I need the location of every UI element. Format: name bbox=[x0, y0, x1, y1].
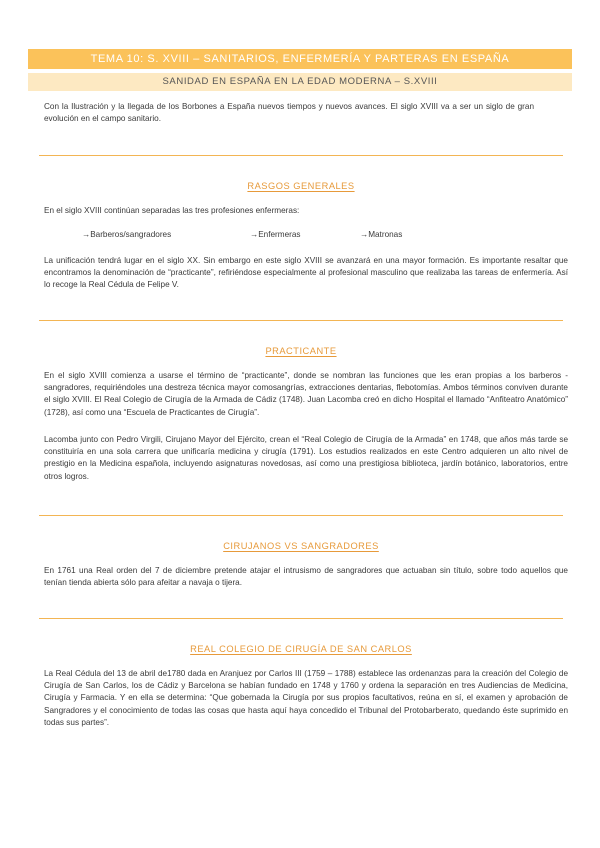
section-title-rasgos: RASGOS GENERALES bbox=[247, 181, 355, 191]
rasgos-paragraph-1: En el siglo XVIII continúan separadas las tres profesiones enfermeras: bbox=[44, 206, 300, 215]
section-divider bbox=[39, 515, 563, 516]
colegio-paragraph: La Real Cédula del 13 de abril de1780 dada en Aranjuez por Carlos III (1759 – 1788) establece las ordenanzas para la creación del Colegio de Cirugía de San Carlos, los de Cádiz y Barcelona se habían fundado en 1748 y 1760 y ordena la separación en tres Audiencias de Medicina, Cirugía y Farmacia. Y en ella se determina: “Que gobernada la Cirugía por sus propios facultativos, reúna en sí, el examen y aprobación de Sangradores y el conocimiento de todas las cosas que hasta aquí haya concedido el Tribunal del Protobarberato, quedando éste suprimido en todas sus partes”. bbox=[44, 669, 568, 727]
page-title: TEMA 10: S. XVIII – SANITARIOS, ENFERMERÍA Y PARTERAS EN ESPAÑA bbox=[90, 53, 510, 65]
practicante-paragraph-2: Lacomba junto con Pedro Virgili, Cirujano Mayor del Ejército, crean el “Real Colegio de Cirugía de la Armada” en 1748, que años más tarde se constituiría en una sola carrera que unificaría medicina y cirugía (1791). Los estudios realizados en este Centro adquieren un alto nivel de prestigio en la Medicina española, incluyendo asignaturas novedosas, así como una prestigiosa biblioteca, jardín botánico, laboratorios, entre otros logros. bbox=[44, 435, 568, 481]
section-divider bbox=[39, 155, 563, 156]
section-divider bbox=[39, 320, 563, 321]
intro-paragraph: Con la Ilustración y la llegada de los Borbones a España nuevos tiempos y nuevos avances. El siglo XVIII va a ser un siglo de gran evolución en el campo sanitario. bbox=[44, 102, 534, 124]
section-divider bbox=[39, 618, 563, 619]
section-title-colegio: REAL COLEGIO DE CIRUGÍA DE SAN CARLOS bbox=[190, 644, 412, 654]
section-title-cirujanos: CIRUJANOS VS SANGRADORES bbox=[223, 541, 379, 551]
rasgos-paragraph-2: La unificación tendrá lugar en el siglo XX. Sin embargo en este siglo XVIII se avanzará en una mayor formación. Es importante resaltar que encontramos la denominación de “practicante”, refiriéndose especialmente al profesional masculino que realizaba las tareas de enfermería. Así lo recoge la Real Cédula de Felipe V. bbox=[44, 256, 568, 290]
cirujanos-paragraph: En 1761 una Real orden del 7 de diciembre pretende atajar el intrusismo de sangradores que actuaban sin título, sobre todo aquellos que tenían tienda abierta sólo para afeitar a navaja o tijera. bbox=[44, 566, 568, 588]
list-item-enfermeras: →Enfermeras bbox=[250, 230, 301, 239]
list-item-barberos: →Barberos/sangradores bbox=[82, 230, 172, 239]
practicante-paragraph-1: En el siglo XVIII comienza a usarse el término de “practicante”, donde se nombran las funciones que les eran propias a los barberos - sangradores, requiriéndoles una destreza técnica mayor comosangrías, extracciones dentarias, flebotomías. Ambos términos conviven durante el siglo XVIII. El Real Colegio de Cirugía de la Armada de Cádiz (1748). Juan Lacomba creó en dicho Hospital el llamado “Anfiteatro Anatómico” (1728), así como una “Escuela de Practicantes de Cirugía”. bbox=[44, 371, 568, 417]
section-title-practicante: PRACTICANTE bbox=[265, 346, 337, 356]
list-item-matronas: →Matronas bbox=[360, 230, 403, 239]
page-subtitle: SANIDAD EN ESPAÑA EN LA EDAD MODERNA – S.XVIII bbox=[162, 76, 438, 87]
page-title-banner bbox=[28, 49, 572, 69]
page-subtitle-banner bbox=[28, 73, 572, 91]
